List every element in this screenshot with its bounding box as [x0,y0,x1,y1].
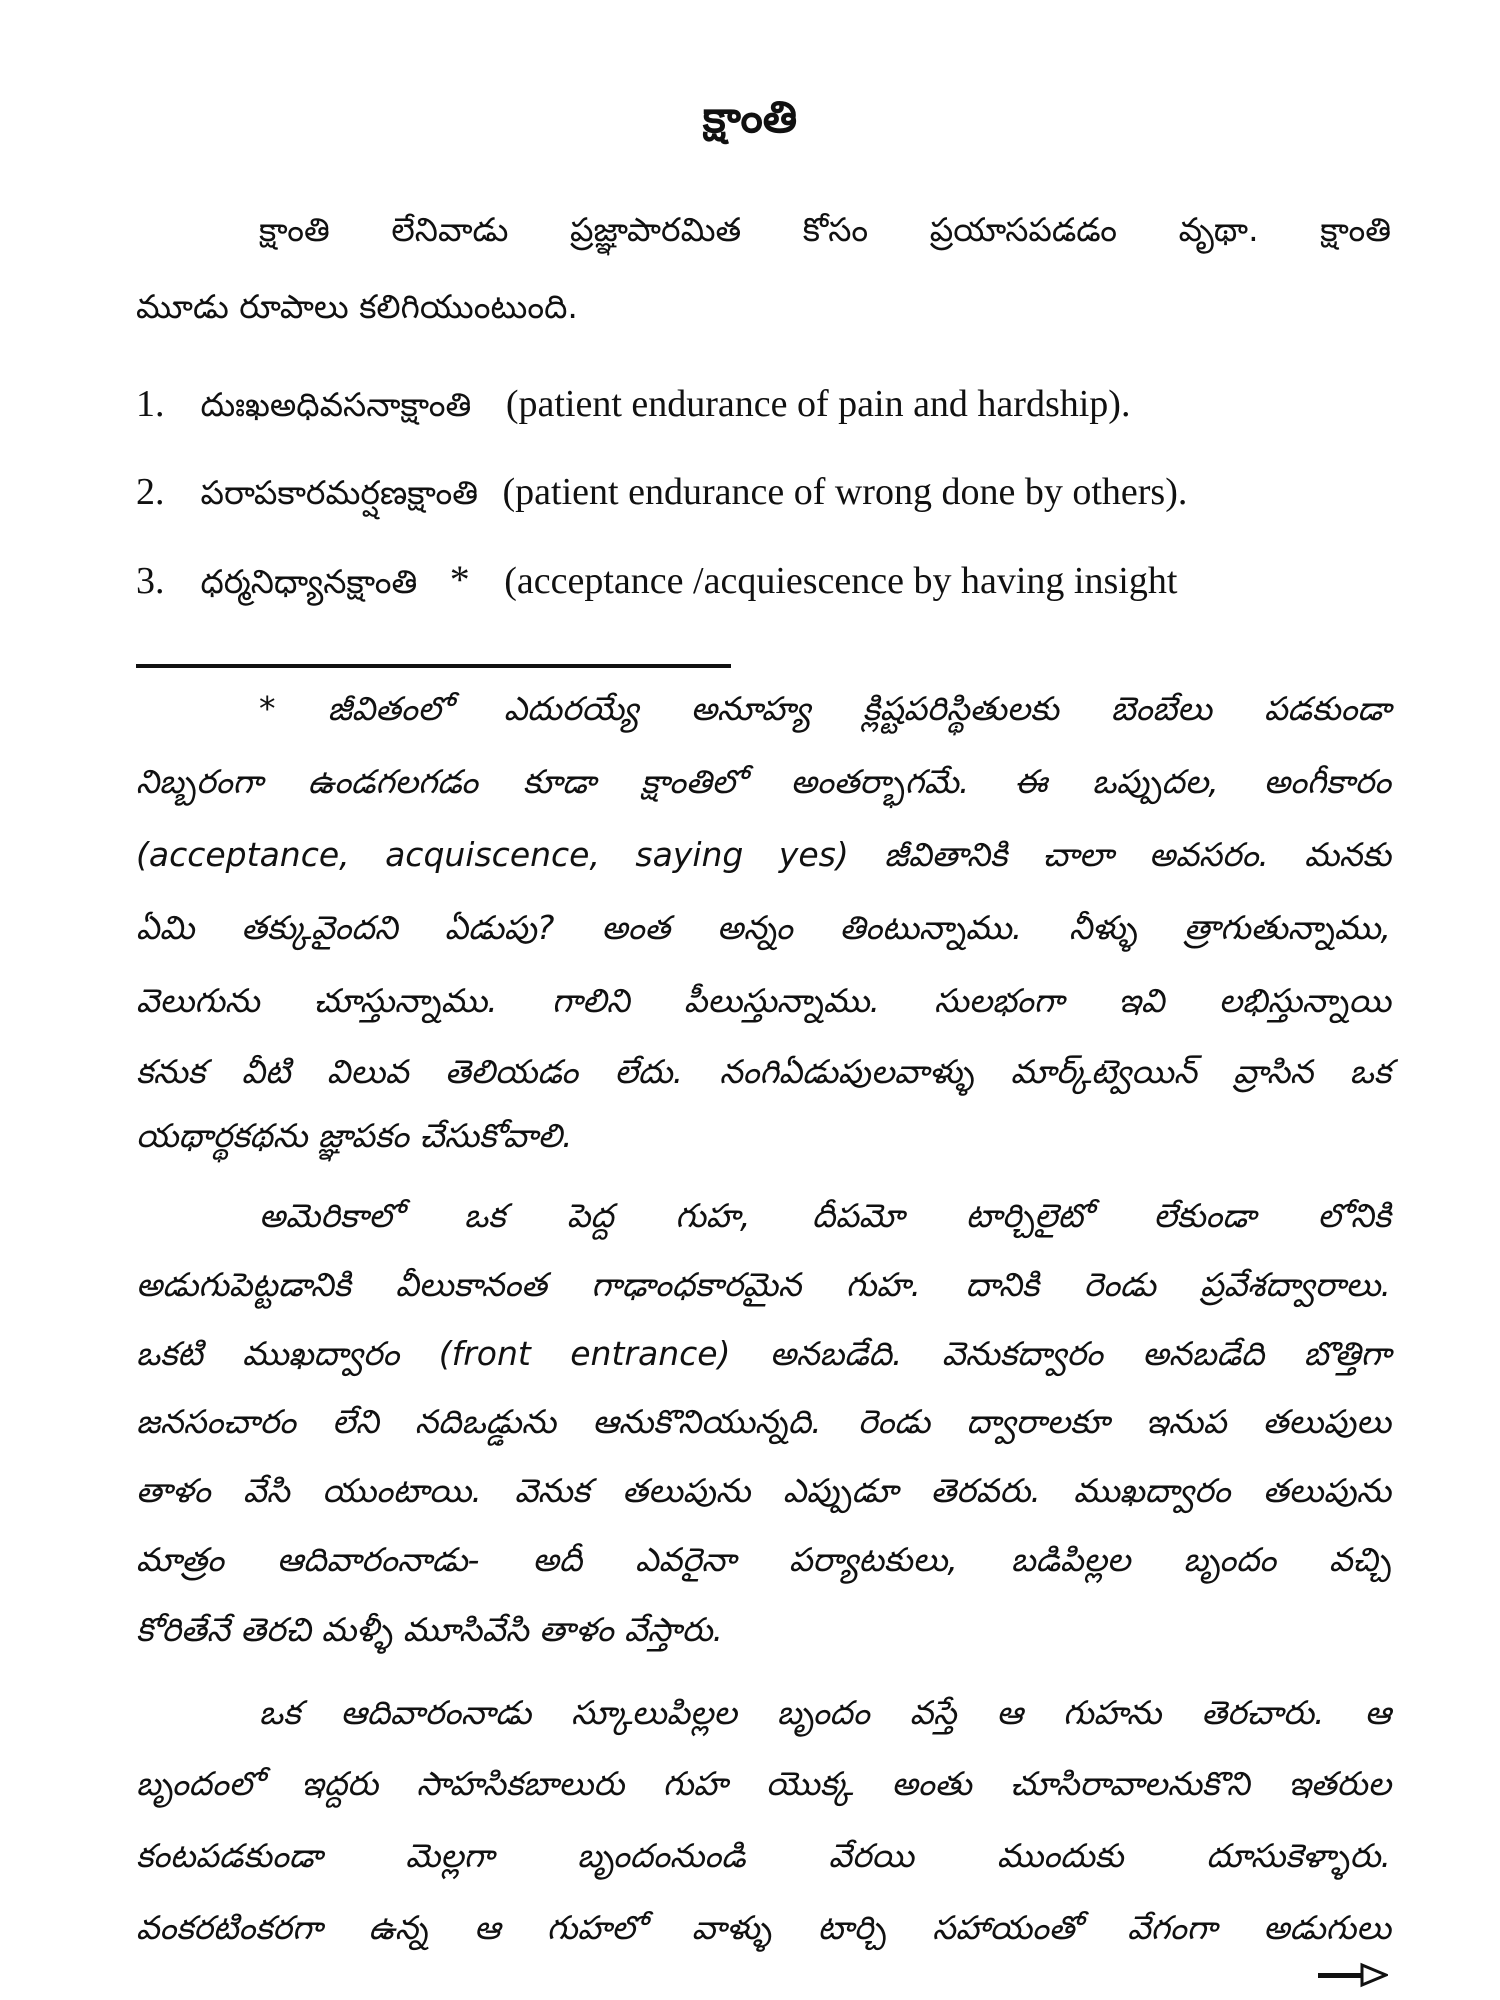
list-number: 3. [136,560,165,602]
footnote-line: ఏమి తక్కువైందని ఏడుపు? అంత అన్నం తింటున్నాము. నీళ్ళు త్రాగుతున్నాము, [136,908,1391,947]
paragraph-line: కంటపడకుండా మెల్లగా బృందంనుండి వేరయి ముందుకు దూసుకెళ్ళారు. [136,1836,1391,1875]
list-gloss: (patient endurance of pain and hardship). [505,383,1131,425]
paragraph-line: అడుగుపెట్టడానికి వీలుకానంత గాఢాంధకారమైన గుహ. దానికి రెండు ప్రవేశద్వారాలు. [136,1265,1391,1304]
paragraph-line: జనసంచారం లేని నదిఒడ్డును ఆనుకొనియున్నది. రెండు ద్వారాలకూ ఇనుప తలుపులు [136,1402,1391,1441]
paragraph-line: అమెరికాలో ఒక పెద్ద గుహ, దీపమో టార్చిలైటో లేకుండా లోనికి [259,1196,1391,1235]
footnote-divider [136,664,731,668]
right-arrow-icon [1318,1962,1388,1988]
footnote-line: కనుక వీటి విలువ తెలియడం లేదు. నంగిఏడుపులవాళ్ళు మార్క్‌ట్వెయిన్ వ్రాసిన ఒక [136,1052,1391,1091]
paragraph-line: వంకరటింకరగా ఉన్న ఆ గుహలో వాళ్ళు టార్చి సహాయంతో వేగంగా అడుగులు [136,1908,1391,1947]
footnote-marker: * [449,557,470,602]
list-item [136,556,1177,606]
list-gloss: (patient endurance of wrong done by others). [502,471,1188,513]
paragraph-line: ఒకటి ముఖద్వారం (front entrance) అనబడేది. వెనుకద్వారం అనబడేది బొత్తిగా [136,1334,1391,1373]
page-title: క్షాంతి [702,92,798,143]
list-item [136,380,1130,429]
paragraph-line: మాత్రం ఆదివారంనాడు- అదీ ఎవరైనా పర్యాటకులు, బడిపిల్లల బృందం వచ్చి [136,1540,1391,1579]
footnote-line: నిబ్బరంగా ఉండగలగడం కూడా క్షాంతిలో అంతర్భాగమే. ఈ ఒప్పుదల, అంగీకారం [136,762,1391,801]
footnote-line: వెలుగును చూస్తున్నాము. గాలిని పీలుస్తున్నాము. సులభంగా ఇవి లభిస్తున్నాయి [136,981,1391,1020]
footnote-line: * జీవితంలో ఎదురయ్యే అనూహ్య క్లిష్టపరిస్థితులకు బెంబేలు పడకుండా [259,689,1391,728]
list-gloss: (acceptance /acquiescence by having insight [504,560,1178,602]
list-term: దుఃఖఅధివసనాక్షాంతి [200,385,472,424]
intro-line: మూడు రూపాలు కలిగియుంటుంది. [136,287,578,326]
paragraph-line: ఒక ఆదివారంనాడు స్కూలుపిల్లల బృందం వస్తే ఆ గుహను తెరచారు. ఆ [259,1693,1391,1732]
paragraph-line: కోరితేనే తెరచి మళ్ళీ మూసివేసి తాళం వేస్తారు. [136,1610,724,1649]
footnote-line: యథార్థకథను జ్ఞాపకం చేసుకోవాలి. [136,1116,573,1155]
list-term: పరాపకారమర్షణక్షాంతి [200,473,479,512]
list-item [136,468,1187,517]
list-number: 1. [136,383,165,425]
footnote-line: (acceptance, acquiscence, saying yes) జీవితానికి చాలా అవసరం. మనకు [136,835,1391,874]
list-number: 2. [136,471,165,513]
paragraph-line: బృందంలో ఇద్దరు సాహసికబాలురు గుహ యొక్క అంతు చూసిరావాలనుకొని ఇతరుల [136,1764,1391,1803]
list-term: ధర్మనిధ్యానక్షాంతి [200,562,418,601]
paragraph-line: తాళం వేసి యుంటాయి. వెనుక తలుపును ఎప్పుడూ తెరవరు. ముఖద్వారం తలుపును [136,1471,1391,1510]
intro-line: క్షాంతి లేనివాడు ప్రజ్ఞాపారమిత కోసం ప్రయాసపడడం వృథా. క్షాంతి [259,210,1391,249]
